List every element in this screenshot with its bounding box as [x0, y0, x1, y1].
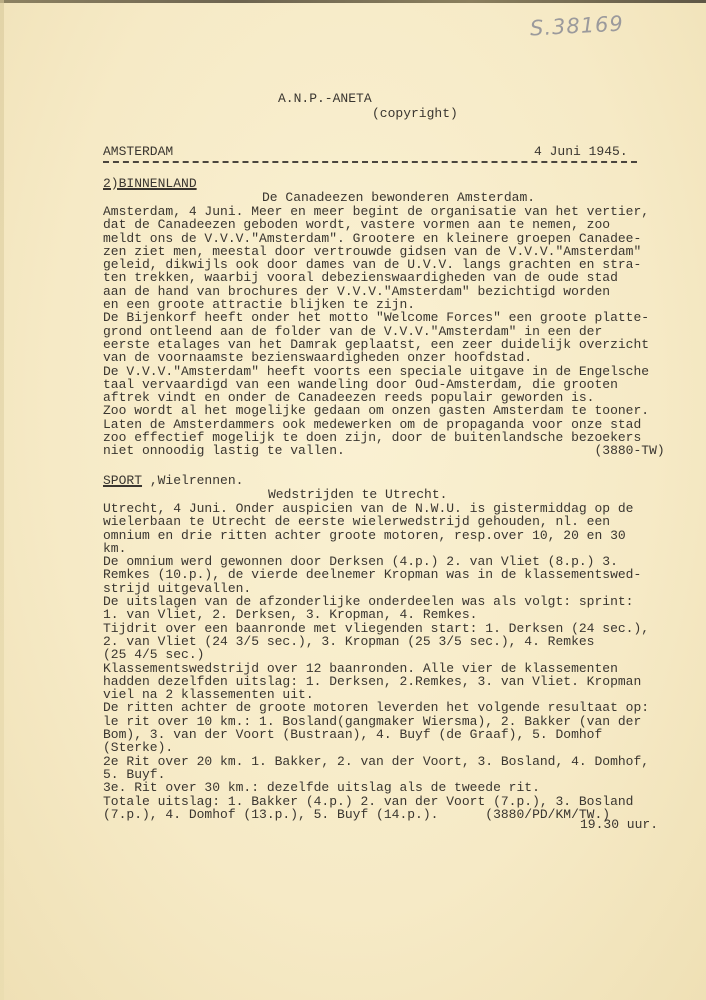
section-label-sport	[103, 474, 243, 487]
text-line: dat de Canadeezen geboden wordt, vastere vormen aan te nemen, zoo	[103, 217, 611, 233]
copyright-note: (copyright)	[372, 106, 458, 121]
text-line: Tijdrit over een baanronde met vliegenden start: 1. Derksen (24 sec.),	[103, 620, 650, 636]
dateline-date: 4 Juni 1945.	[534, 144, 628, 159]
text-line: Amsterdam, 4 Juni. Meer en meer begint de organisatie van het vertier,	[103, 204, 650, 219]
text-line: 2. van Vliet (24 3/5 sec.), 3. Kropman (25 3/5 sec.), 4. Remkes	[103, 633, 595, 649]
article-sport	[103, 502, 649, 821]
text-line: De uitslagen van de afzonderlijke onderdeelen was als volgt: sprint:	[103, 594, 634, 610]
text-line: (Sterke).	[103, 740, 174, 756]
dateline-city: AMSTERDAM	[103, 144, 174, 159]
time-stamp: 19.30 uur.	[580, 817, 659, 832]
text-line: zen ziet men, meestal door vertrouwde gidsen van de V.V.V."Amsterdam"	[103, 243, 642, 259]
text-line: meldt ons de V.V.V."Amsterdam". Grootere en kleinere groepen Canadee-	[103, 230, 642, 246]
text-line: (7.p.), 4. Domhof (13.p.), 5. Buyf (14.p.). (3880/PD/KM/TW.)	[103, 806, 611, 822]
text-line: De Bijenkorf heeft onder het motto "Welcome Forces" een groote platte-	[103, 310, 650, 326]
text-line: van de voornaamste bezienswaardigheden onzer hoofdstad.	[103, 350, 533, 366]
section-label-text: 2)BINNENLAND	[103, 176, 197, 191]
text-line: wielerbaan te Utrecht de eerste wielerwedstrijd gehouden, nl. een	[103, 514, 611, 530]
text-line: strijd uitgevallen.	[103, 580, 252, 596]
text-line: De ritten achter de groote motoren leverden het volgende resultaat op:	[103, 700, 650, 716]
text-line: Utrecht, 4 Juni. Onder auspicien van de N.W.U. is gistermiddag op de	[103, 501, 634, 516]
text-line: geleid, dikwijls ook door dames van de U.V.V. langs grachten en stra-	[103, 257, 642, 273]
section-label-binnenland	[103, 177, 197, 190]
text-line: Totale uitslag: 1. Bakker (4.p.) 2. van der Voort (7.p.), 3. Bosland	[103, 793, 634, 809]
dashed-divider	[103, 161, 637, 163]
text-line: taal vervaardigd van een wandeling door Oud-Amsterdam, die grooten	[103, 376, 618, 392]
text-line: ten trekken, waarbij vooral debezienswaardigheden van de oude stad	[103, 270, 618, 286]
text-line: 5. Buyf.	[103, 766, 166, 782]
text-line: De omnium werd gewonnen door Derksen (4.p.) 2. van Vliet (8.p.) 3.	[103, 554, 618, 570]
headline-sport: Wedstrijden te Utrecht.	[268, 487, 448, 502]
text-line: (25 4/5 sec.)	[103, 647, 205, 663]
text-line: 2e Rit over 20 km. 1. Bakker, 2. van der Voort, 3. Bosland, 4. Domhof,	[103, 753, 650, 769]
text-line: km.	[103, 540, 127, 556]
text-line: Zoo wordt al het mogelijke gedaan om onzen gasten Amsterdam te tooner.	[103, 403, 650, 419]
section-label-text: SPORT	[103, 473, 143, 488]
text-line: en een groote attractie blijken te zijn.	[103, 297, 416, 313]
text-line: 3e. Rit over 30 km.: dezelfde uitslag als de tweede rit.	[103, 780, 540, 796]
text-line: Bom), 3. van der Voort (Bustraan), 4. Buyf (de Graaf), 5. Domhof	[103, 727, 603, 743]
page-edge	[0, 0, 706, 3]
agency-name: A.N.P.-ANETA	[278, 91, 372, 106]
headline-binnenland: De Canadeezen bewonderen Amsterdam.	[262, 190, 536, 205]
text-line: viel na 2 klassementen uit.	[103, 687, 314, 703]
text-line: eerste etalages van het Damrak geplaatst, een zeer duidelijk overzicht	[103, 336, 650, 352]
article-binnenland	[103, 205, 665, 458]
text-line: le rit over 10 km.: 1. Bosland(gangmaker Wiersma), 2. Bakker (van der	[103, 713, 642, 729]
text-line: Remkes (10.p.), de vierde deelnemer Kropman was in de klassementswed-	[103, 567, 642, 583]
text-line: niet onnoodig lastig te vallen. (3880-TW)	[103, 443, 665, 459]
text-line: De V.V.V."Amsterdam" heeft voorts een speciale uitgave in de Engelsche	[103, 363, 650, 379]
archive-number: S.38169	[529, 11, 625, 41]
text-line: Klassementswedstrijd over 12 baanronden. Alle vier de klassementen	[103, 660, 618, 676]
text-line: aftrek vindt en onder de Canadeezen reeds populair geworden is.	[103, 390, 595, 406]
section-sublabel: ,Wielrennen.	[142, 473, 244, 488]
page-edge-left	[0, 0, 4, 1000]
text-line: omnium en drie ritten achter groote motoren, resp.over 10, 20 en 30	[103, 527, 626, 543]
text-line: grond ontleend aan de folder van de V.V.V."Amsterdam" in een der	[103, 323, 603, 339]
text-line: Laten de Amsterdammers ook medewerken om de propaganda voor onze stad	[103, 416, 642, 432]
text-line: aan de hand van brochures der V.V.V."Amsterdam" bezichtigd worden	[103, 283, 611, 299]
text-line: hadden dezelfden uitslag: 1. Derksen, 2.Remkes, 3. van Vliet. Kropman	[103, 673, 642, 689]
text-line: 1. van Vliet, 2. Derksen, 3. Kropman, 4. Remkes.	[103, 607, 478, 623]
text-line: zoo effectief mogelijk te doen zijn, door de buitenlandsche bezoekers	[103, 430, 642, 446]
